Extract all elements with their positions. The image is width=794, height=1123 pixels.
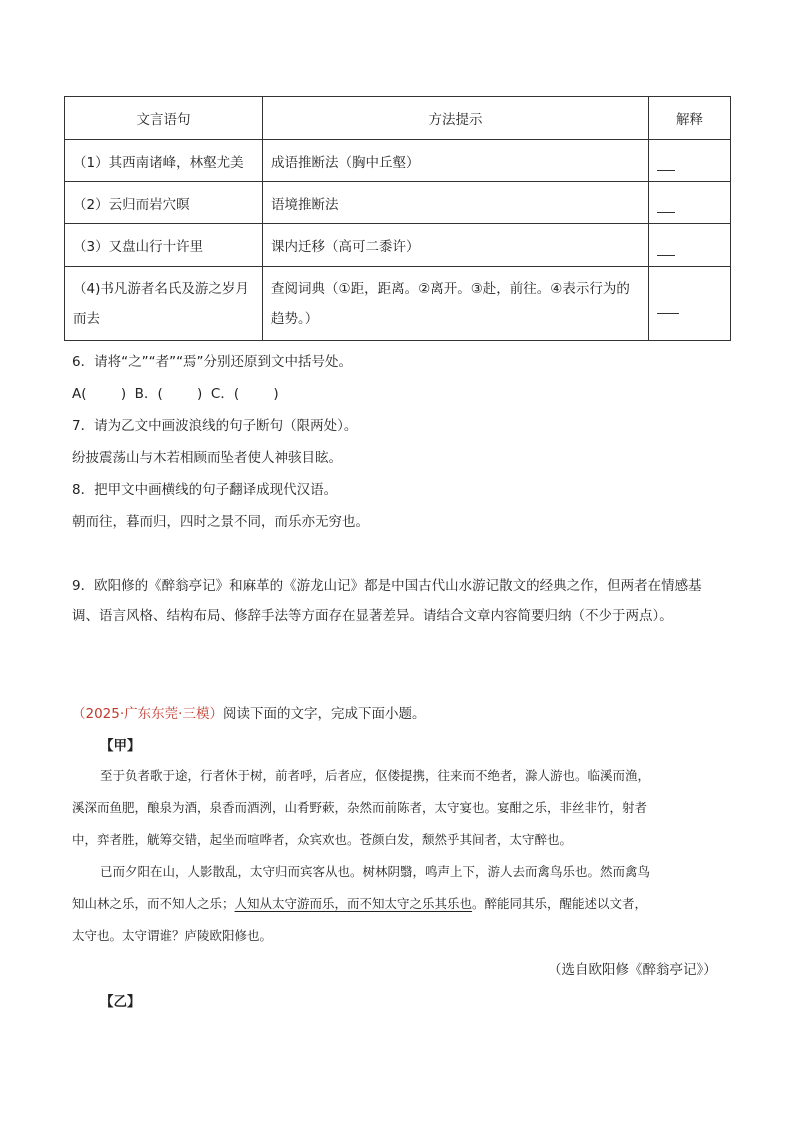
answer-blank[interactable] <box>657 198 675 213</box>
question-9-line: 9．欧阳修的《醉翁亭记》和麻革的《游龙山记》都是中国古代山水游记散文的经典之作，但两者在情感基 <box>72 578 702 594</box>
passage-source: （选自欧阳修《醉翁亭记》） <box>548 962 717 978</box>
table-row <box>65 182 731 224</box>
answer-cell[interactable] <box>649 182 731 224</box>
table-row <box>65 267 731 341</box>
passage-line: 中，弈者胜，觥筹交错，起坐而喧哗者，众宾欢也。苍颜白发，颓然乎其间者，太守醉也。 <box>72 832 573 847</box>
passage-yi-label: 【乙】 <box>100 994 141 1010</box>
passage-line <box>72 894 647 912</box>
table-row <box>65 224 731 267</box>
section-intro: 阅读下面的文字，完成下面小题。 <box>222 706 426 722</box>
sentence-cell: （3）又盘山行十许里 <box>65 224 263 267</box>
question-8-prompt: 8．把甲文中画横线的句子翻译成现代汉语。 <box>72 482 338 498</box>
question-6-options[interactable]: A( ) B．( ) C．( ) <box>72 386 279 402</box>
table-header: 文言语句 <box>65 97 263 140</box>
table-header: 解释 <box>649 97 731 140</box>
question-7-sentence: 纷披震荡山与木若相顾而坠者使人神骇目眩。 <box>72 450 342 466</box>
table-row <box>65 140 731 182</box>
answer-blank[interactable] <box>657 241 675 256</box>
passage-jia-label: 【甲】 <box>100 738 141 754</box>
table-header: 方法提示 <box>263 97 649 140</box>
sentence-cell: （4)书凡游者名氏及游之岁月而去 <box>65 267 263 341</box>
question-9-line: 调、语言风格、结构布局、修辞手法等方面存在显著差异。请结合文章内容简要归纳（不少于两点）。 <box>72 608 673 624</box>
source-tag[interactable]: （2025·广东东莞·三模） <box>72 706 223 722</box>
method-cell: 语境推断法 <box>263 182 649 224</box>
answer-cell[interactable] <box>649 140 731 182</box>
sentence-cell: （1）其西南诸峰，林壑尤美 <box>65 140 263 182</box>
answer-cell[interactable] <box>649 224 731 267</box>
sentence-cell: （2）云归而岩穴暝 <box>65 182 263 224</box>
passage-line: 已而夕阳在山，人影散乱，太守归而宾客从也。树林阴翳，鸣声上下，游人去而禽鸟乐也。然而禽鸟 <box>100 864 651 879</box>
method-cell: 查阅词典（①距，距离。②离开。③赴，前往。④表示行为的趋势。） <box>263 267 649 341</box>
answer-cell[interactable] <box>649 267 731 341</box>
underlined-sentence: 人知从太守游而乐，而不知太守之乐其乐也 <box>234 896 473 911</box>
table-header-row <box>65 97 731 140</box>
question-8-sentence: 朝而往，暮而归，四时之景不同，而乐亦无穷也。 <box>72 514 369 530</box>
passage-text: 知山林之乐，而不知人之乐； <box>72 896 235 911</box>
method-cell: 课内迁移（高可二黍许） <box>263 224 649 267</box>
passage-line: 太守也。太守谓谁？庐陵欧阳修也。 <box>72 928 273 943</box>
section-header <box>72 702 425 722</box>
method-cell: 成语推断法（胸中丘壑） <box>263 140 649 182</box>
answer-blank[interactable] <box>657 299 679 314</box>
passage-line: 至于负者歌于途，行者休于树，前者呼，后者应，伛偻提携，往来而不绝者，滁人游也。临溪而渔， <box>100 768 651 783</box>
question-6-prompt: 6．请将“之”“者”“焉”分别还原到文中括号处。 <box>72 354 353 370</box>
passage-text: 。醉能同其乐，醒能述以文者， <box>472 896 648 911</box>
passage-line: 溪深而鱼肥，酿泉为酒，泉香而酒洌，山肴野蔌，杂然而前陈者，太守宴也。宴酣之乐，非丝非竹，射者 <box>72 800 648 815</box>
question-table <box>64 96 731 341</box>
question-7-prompt: 7．请为乙文中画波浪线的句子断句（限两处）。 <box>72 418 358 434</box>
answer-blank[interactable] <box>657 156 675 171</box>
